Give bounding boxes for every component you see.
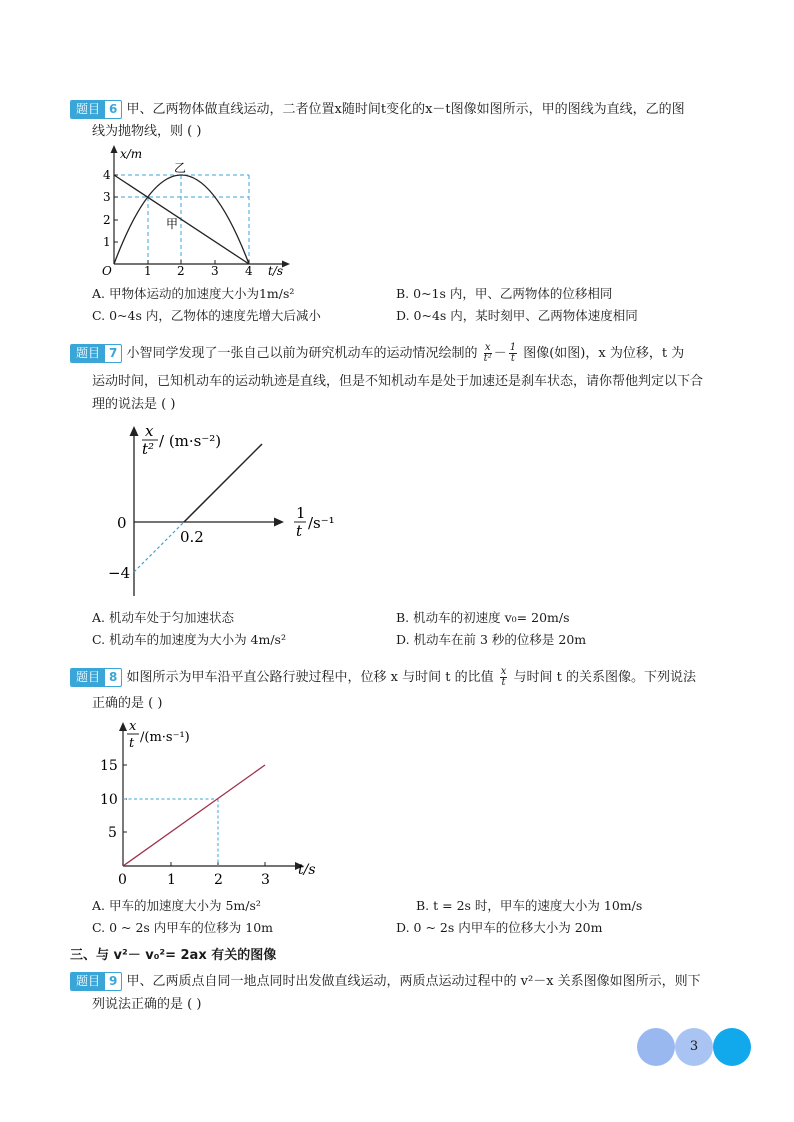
q6-y-axis-label: x/m	[120, 147, 143, 161]
q7-y-axis-arrow	[130, 426, 139, 436]
q9-question-tag	[70, 972, 122, 991]
q7-graph	[100, 418, 360, 603]
q8-y-axis-arrow	[119, 722, 127, 731]
q8-y-label-unit: /(m·s⁻¹)	[140, 730, 190, 745]
q8-x-axis-label: t/s	[298, 862, 316, 878]
q6-x-tick-4: 4	[245, 264, 253, 277]
q6-jia-label: 甲	[166, 217, 179, 231]
q9-stem-line1: 甲、乙两质点自同一地点同时出发做直线运动，两质点运动过程中的 v²－x 关系图像如图所示，则下	[126, 974, 701, 989]
q8-data-line	[123, 765, 265, 866]
q7-option-a: A. 机动车处于匀加速状态	[92, 610, 234, 625]
q6-tag-number: 6	[109, 102, 118, 116]
footer-circle-right	[713, 1028, 751, 1066]
q8-x-tick-1: 1	[167, 872, 176, 888]
q8-x-tick-0: 0	[118, 872, 127, 888]
q8-option-c: C. 0 ~ 2s 内甲车的位移为 10m	[92, 920, 274, 935]
q7-y-label-num: x	[145, 422, 154, 440]
q6-xt-graph	[92, 142, 302, 277]
q8-option-a: A. 甲车的加速度大小为 5m/s²	[92, 898, 261, 913]
q8-frac-x-over-t	[500, 667, 508, 688]
q6-tag-label: 题目	[71, 101, 105, 118]
q6-option-d: D. 0~4s 内，某时刻甲、乙两物体速度相同	[396, 308, 638, 323]
q7-dash: －	[493, 346, 507, 361]
q8-x-tick-3: 3	[261, 872, 270, 888]
q8-graph	[96, 714, 326, 892]
q8-y-label-den: t	[129, 736, 135, 751]
q6-x-tick-1: 1	[144, 264, 152, 277]
q7-line1	[70, 343, 684, 364]
q8-question-tag	[70, 668, 122, 687]
q7-x-label-num: 1	[296, 504, 306, 522]
q7-tag-number: 7	[109, 346, 118, 360]
q6-line1	[70, 100, 685, 120]
q7-y-label-unit: / (m·s⁻²)	[159, 432, 222, 450]
q8-tag-label: 题目	[71, 669, 105, 686]
q7-x-axis-arrow	[274, 518, 284, 527]
q7-data-line	[184, 444, 262, 522]
q6-question-tag	[70, 100, 122, 119]
q8-tag-number: 8	[109, 670, 118, 684]
q6-x-tick-3: 3	[211, 264, 219, 277]
q9-stem-line2: 列说法正确的是 ( )	[92, 997, 202, 1012]
q6-y-tick-3: 3	[103, 190, 111, 204]
q7-frac2-num: 1	[509, 342, 517, 353]
q8-y-label-num: x	[129, 719, 137, 734]
q6-stem-line2: 线为抛物线，则 ( )	[92, 124, 202, 139]
q6-x-axis-arrow	[282, 261, 290, 268]
q7-question-tag	[70, 344, 122, 363]
q8-stem-line1-a: 如图所示为甲车沿平直公路行驶过程中，位移 x 与时间 t 的比值	[126, 670, 494, 685]
q7-stem-line3: 理的说法是 ( )	[92, 397, 176, 412]
q8-stem-line2: 正确的是 ( )	[92, 696, 163, 711]
q7-dashed-extension	[134, 522, 184, 572]
q7-option-b: B. 机动车的初速度 v₀= 20m/s	[396, 610, 570, 625]
q6-origin-label: O	[102, 264, 112, 277]
q6-y-tick-1: 1	[103, 235, 111, 249]
q7-stem-line1-b: 图像(如图)，x 为位移，t 为	[523, 346, 685, 361]
section-3-title: 三、与 v²－ v₀²= 2ax 有关的图像	[70, 948, 277, 963]
q7-x-label-den: t	[296, 522, 303, 540]
q7-frac-x-over-t2	[484, 343, 492, 364]
q8-option-d: D. 0 ~ 2s 内甲车的位移大小为 20m	[396, 920, 603, 935]
q8-stem-line1-b: 与时间 t 的关系图像。下列说法	[513, 670, 697, 685]
q6-stem-line1: 甲、乙两物体做直线运动，二者位置x随时间t变化的x－t图像如图所示，甲的图线为直线，乙的图	[126, 102, 685, 117]
q6-option-b: B. 0~1s 内，甲、乙两物体的位移相同	[396, 286, 613, 301]
page-number: 3	[689, 1039, 699, 1054]
q8-y-tick-5: 5	[108, 825, 117, 841]
q8-line1	[70, 667, 696, 688]
q8-frac-num: x	[500, 666, 507, 677]
q7-stem-line1-a: 小智同学发现了一张自己以前为研究机动车的运动情况绘制的	[126, 346, 478, 361]
q6-option-a: A. 甲物体运动的加速度大小为1m/s²	[92, 286, 295, 301]
q7-option-c: C. 机动车的加速度为大小为 4m/s²	[92, 632, 286, 647]
q7-stem-line2: 运动时间，已知机动车的运动轨迹是直线，但是不知机动车是处于加速还是刹车状态，请你帮他判定以下合	[92, 374, 704, 389]
q7-y-intercept-label: −4	[108, 564, 131, 582]
q6-y-tick-4: 4	[103, 168, 111, 182]
q7-frac1-num: x	[484, 342, 491, 353]
q7-tag-label: 题目	[71, 345, 105, 362]
q6-x-axis-label: t/s	[268, 264, 284, 277]
q8-y-tick-10: 10	[100, 792, 118, 808]
q6-option-c: C. 0~4s 内，乙物体的速度先增大后减小	[92, 308, 321, 323]
q8-option-b: B. t = 2s 时，甲车的速度大小为 10m/s	[416, 898, 643, 913]
q6-y-tick-2: 2	[103, 213, 111, 227]
q9-tag-label: 题目	[71, 973, 105, 990]
q8-x-tick-2: 2	[214, 872, 223, 888]
q7-frac-1-over-t	[509, 343, 517, 364]
q7-option-d: D. 机动车在前 3 秒的位移是 20m	[396, 632, 587, 647]
q9-line1	[70, 972, 701, 992]
footer-circle-left	[637, 1028, 675, 1066]
q7-x-intercept-label: 0.2	[180, 528, 204, 546]
q7-zero-label: 0	[117, 514, 127, 532]
q6-y-axis-arrow	[111, 145, 118, 153]
q7-frac2-den: t	[510, 353, 515, 364]
q8-frac-den: t	[501, 677, 506, 688]
q7-y-label-den: t²	[142, 440, 155, 458]
q8-y-tick-15: 15	[100, 758, 118, 774]
q6-yi-label: 乙	[174, 161, 187, 175]
q7-x-label-unit: /s⁻¹	[308, 514, 335, 532]
q9-tag-number: 9	[109, 974, 118, 988]
q6-x-tick-2: 2	[177, 264, 185, 277]
q7-frac1-den: t²	[483, 353, 492, 364]
